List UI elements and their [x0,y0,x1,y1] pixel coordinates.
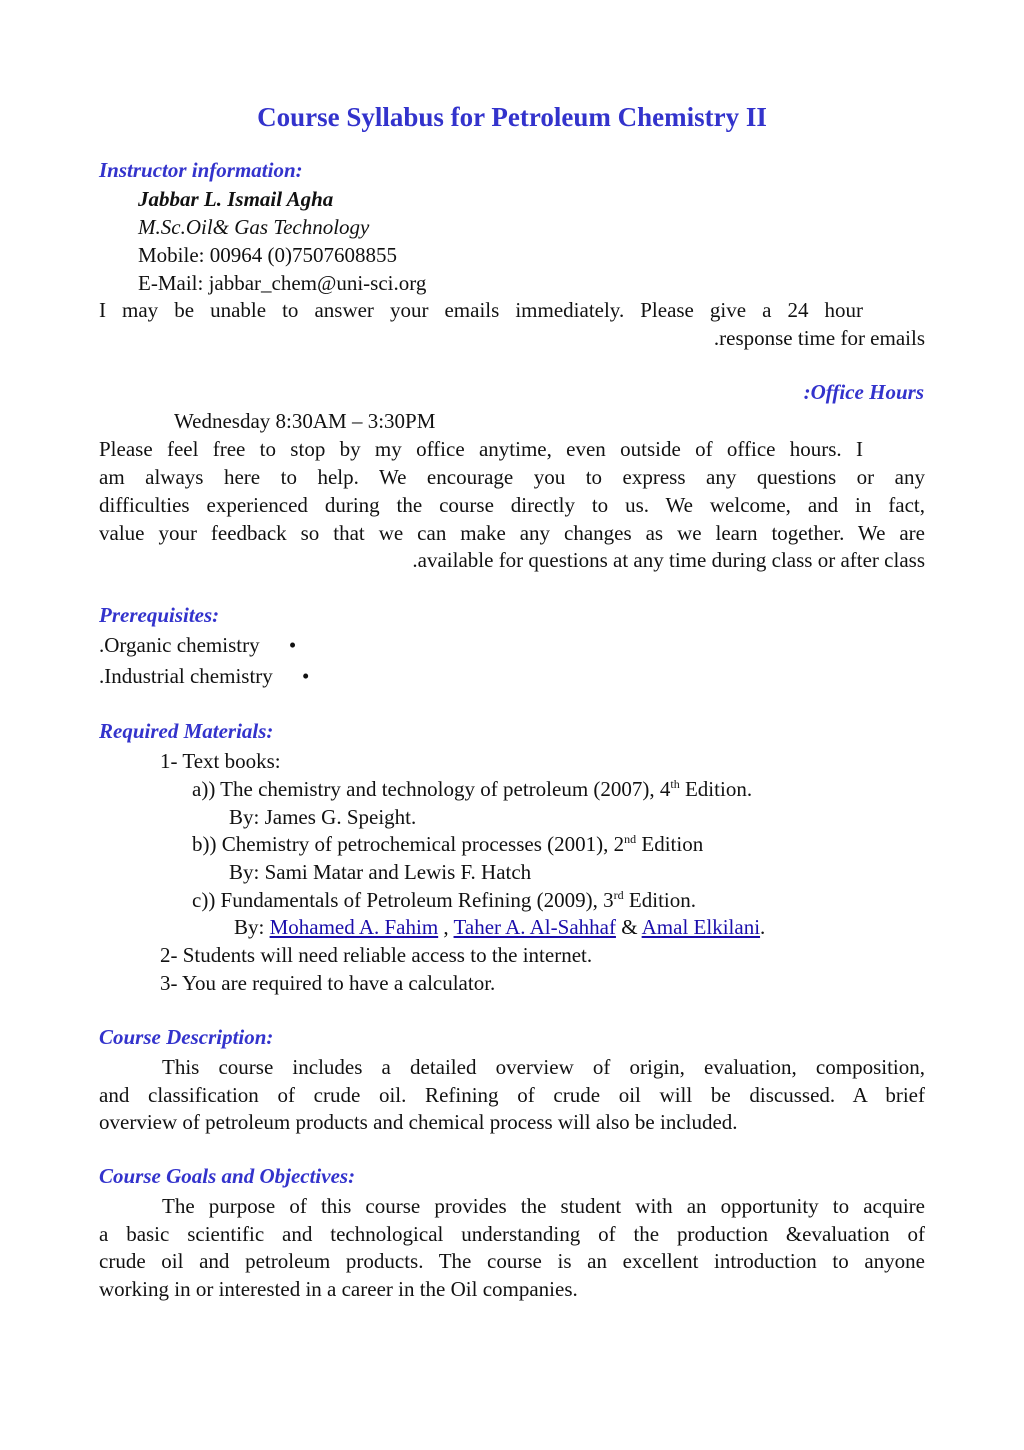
book-a-sup: th [670,777,680,791]
office-para-line-4: value your feedback so that we can make any changes as we learn together. We are [99,521,925,545]
author-separator: , [438,915,454,939]
author-separator: & [615,915,642,939]
book-b-title: b)) Chemistry of petrochemical processes (2001), 2 [192,832,625,856]
goals-line-3: crude oil and petroleum products. The course is an excellent introduction to anyone [99,1249,925,1273]
description-line-1: This course includes a detailed overview of origin, evaluation, composition, [162,1055,925,1079]
book-a-author: By: James G. Speight. [229,805,417,829]
office-para-line-3: difficulties experienced during the course directly to us. We welcome, and in fact, [99,493,925,517]
office-para-line-2: am always here to help. We encourage you to express any questions or any [99,465,925,489]
description-line-2: and classification of crude oil. Refining of crude oil will be discussed. A brief [99,1083,925,1107]
description-heading: Course Description: [99,1025,274,1049]
prerequisite-label: .Organic chemistry [99,633,260,657]
email-note-line-2: .response time for emails [713,326,925,350]
book-c-by-label: By: [234,915,270,939]
instructor-degree: M.Sc.Oil& Gas Technology [138,215,370,239]
materials-item-3: 3- You are required to have a calculator. [160,971,496,995]
book-c [192,886,696,914]
instructor-email: E-Mail: jabbar_chem@uni-sci.org [138,271,427,295]
instructor-mobile: Mobile: 00964 (0)7507608855 [138,243,397,267]
bullet-icon: • [302,664,310,688]
goals-heading: Course Goals and Objectives: [99,1164,356,1188]
office-hours-time: Wednesday 8:30AM – 3:30PM [174,409,436,433]
email-note-line-1: I may be unable to answer your emails immediately. Please give a 24 hour [99,298,863,322]
materials-heading: Required Materials: [99,719,274,743]
goals-line-2: a basic scientific and technological understanding of the production &evaluation of [99,1222,925,1246]
book-b-author: By: Sami Matar and Lewis F. Hatch [229,860,532,884]
goals-line-4: working in or interested in a career in the Oil companies. [99,1277,578,1301]
book-a-title: a)) The chemistry and technology of petroleum (2007), 4 [192,777,671,801]
book-b [192,830,703,858]
prerequisite-label: .Industrial chemistry [99,664,273,688]
author-link-elkilani[interactable]: Amal Elkilani [641,915,761,939]
materials-item-1: 1- Text books: [160,749,281,773]
book-a-edition: Edition. [679,777,753,801]
bullet-icon: • [288,633,297,657]
book-b-sup: nd [624,832,637,846]
instructor-heading: Instructor information: [99,158,303,182]
prerequisites-heading: Prerequisites: [99,603,220,627]
office-hours-heading: :Office Hours [803,380,924,404]
book-c-edition: Edition. [623,888,697,912]
book-b-edition: Edition [636,832,704,856]
book-c-authors [234,913,765,941]
author-link-al-sahhaf[interactable]: Taher A. Al-Sahhaf [453,915,616,939]
office-para-line-5: .available for questions at any time during class or after class [412,548,925,572]
book-a [192,775,752,803]
goals-line-1: The purpose of this course provides the student with an opportunity to acquire [162,1194,925,1218]
materials-item-2: 2- Students will need reliable access to the internet. [160,943,593,967]
description-line-3: overview of petroleum products and chemical process will also be included. [99,1110,738,1134]
instructor-name: Jabbar L. Ismail Agha [138,187,334,211]
book-c-sup: rd [613,888,624,902]
prerequisite-item [99,631,296,659]
office-para-line-1: Please feel free to stop by my office anytime, even outside of office hours. I [99,437,863,461]
page-title: Course Syllabus for Petroleum Chemistry II [257,102,767,132]
prerequisite-item [99,662,309,690]
author-link-fahim[interactable]: Mohamed A. Fahim [269,915,439,939]
author-end-period: . [760,915,766,939]
book-c-title: c)) Fundamentals of Petroleum Refining (2009), 3 [192,888,614,912]
